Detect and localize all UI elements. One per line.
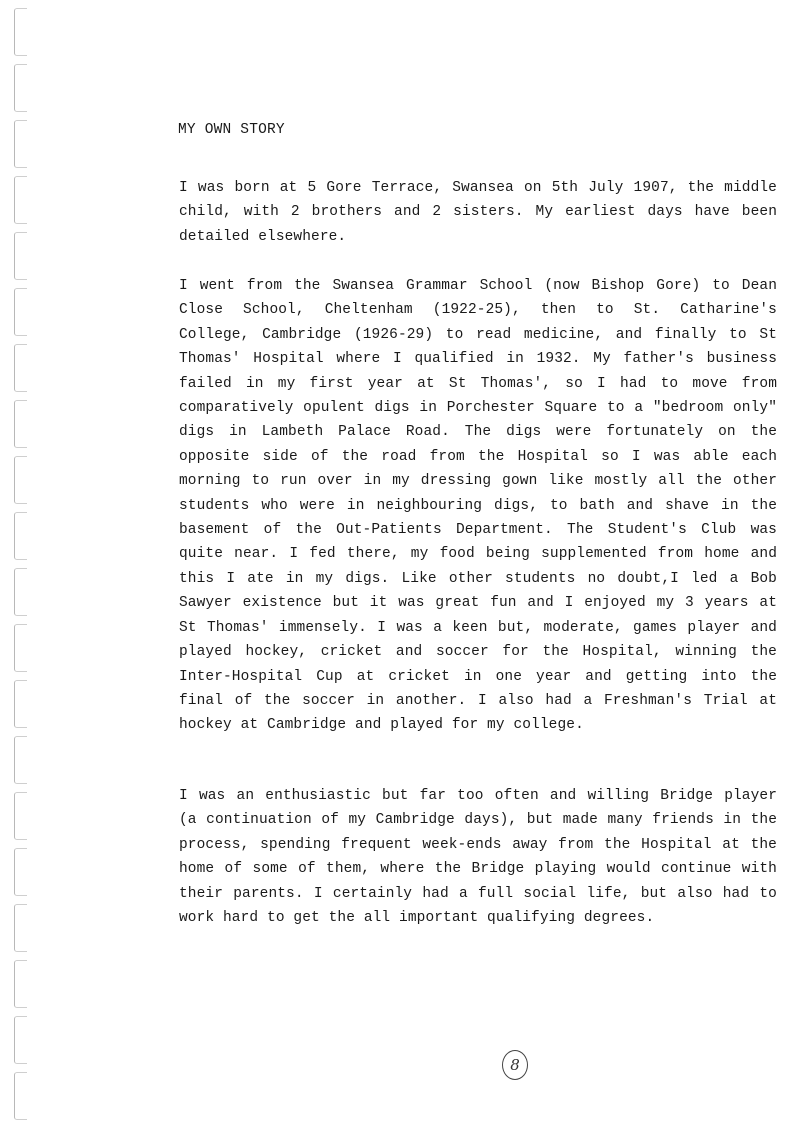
paragraph-birth: I was born at 5 Gore Terrace, Swansea on 5th July 1907, the middle child, with 2 brothers and 2 sisters. My earliest days have been detailed elsewhere. [179,180,777,245]
binder-hole [14,8,27,56]
binder-hole [14,1072,27,1120]
binder-hole [14,904,27,952]
binder-hole [14,848,27,896]
binder-hole [14,736,27,784]
binder-hole [14,176,27,224]
binder-hole [14,400,27,448]
binder-hole [14,120,27,168]
paragraph-education: I went from the Swansea Grammar School (now Bishop Gore) to Dean Close School, Cheltenham (1922-25), then to St. Catharine's College, Cambridge (1926-29) to read medicine, and finally to St Thomas' Hospital where I qualified in 1932. My father's business failed in my first year at St Thomas', so I had to move from comparatively opulent digs in Porchester Square to a "bedroom only" digs in Lambeth Palace Road. The digs were fortunately on the opposite side of the road from the Hospital so I was able each morning to run over in my dressing gown like mostly all the other students who were in neighbouring digs, to bath and shave in the basement of the Out-Patients Department. The Student's Club was quite near. I fed there, my food being supplemented from home and this I ate in my digs. Like other students no doubt,I led a Bob Sawyer existence but it was great fun and I enjoyed my 3 years at St Thomas' immensely. I was a keen but, moderate, games player and played hockey, cricket and soccer for the Hospital, winning the Inter-Hospital Cup at cricket in one year and getting into the final of the soccer in another. I also had a Freshman's Trial at hockey at Cambridge and played for my college. [179,278,777,734]
page-title: MY OWN STORY [178,122,285,138]
page-number: 8 [502,1050,528,1080]
binder-hole [14,64,27,112]
binder-hole [14,624,27,672]
binder-hole [14,680,27,728]
binder-hole [14,960,27,1008]
paragraph-bridge: I was an enthusiastic but far too often and willing Bridge player (a continuation of my Cambridge days), but made many friends in the process, spending frequent week-ends away from the Hospital at the home of some of them, where the Bridge playing would continue with their parents. I certainly had a full social life, but also had to work hard to get the all important qualifying degrees. [179,788,777,927]
binder-hole-strip [0,0,34,1140]
binder-hole [14,456,27,504]
binder-hole [14,1016,27,1064]
binder-hole [14,792,27,840]
binder-hole [14,232,27,280]
binder-hole [14,512,27,560]
binder-hole [14,568,27,616]
binder-hole [14,288,27,336]
binder-hole [14,344,27,392]
